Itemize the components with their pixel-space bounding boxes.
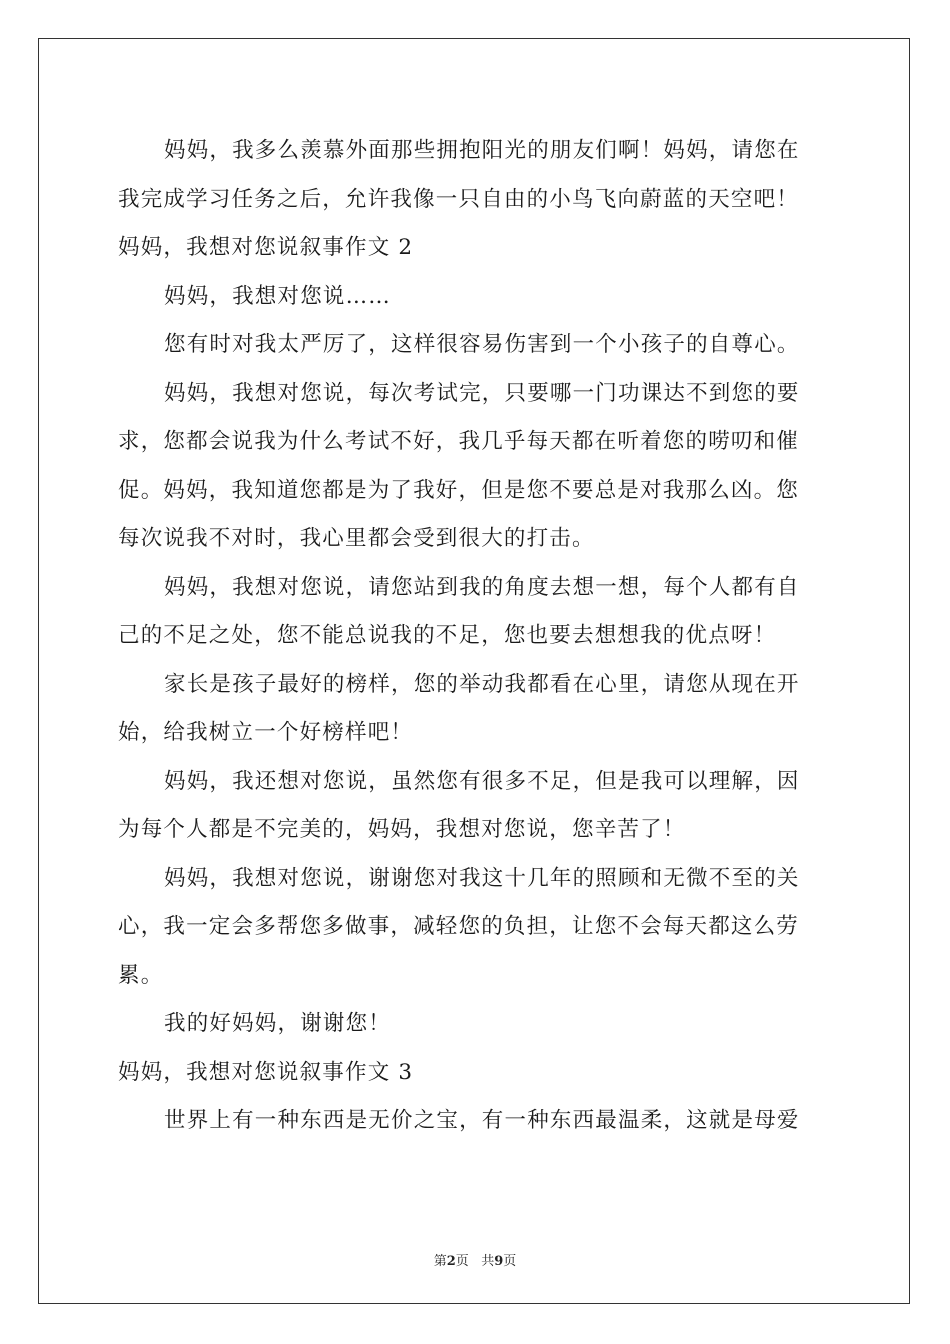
paragraph-line: 每次说我不对时，我心里都会受到很大的打击。	[118, 526, 595, 551]
paragraph-line: 妈妈，我想对您说……	[164, 283, 392, 309]
page-prefix: 第	[433, 1254, 447, 1269]
paragraph-line: 求，您都会说我为什么考试不好，我几乎每天都在听着您的唠叨和催	[118, 429, 800, 454]
paragraph-line: 促。妈妈，我知道您都是为了我好，但是您不要总是对我那么凶。您	[118, 477, 800, 503]
paragraph-line: 世界上有一种东西是无价之宝，有一种东西最温柔，这就是母爱	[164, 1108, 800, 1133]
paragraph-line: 妈妈，我想对您说，谢谢您对我这十几年的照顾和无微不至的关	[164, 865, 800, 891]
section-title: 妈妈，我想对您说叙事作文 3	[118, 1059, 414, 1085]
paragraph-line: 我完成学习任务之后，允许我像一只自由的小鸟飞向蔚蓝的天空吧！	[118, 186, 800, 212]
paragraph-line: 妈妈，我多么羡慕外面那些拥抱阳光的朋友们啊！妈妈，请您在	[164, 138, 800, 163]
paragraph-line: 累。	[118, 962, 164, 988]
total-prefix: 共	[481, 1254, 495, 1269]
paragraph-line: 妈妈，我想对您说，每次考试完，只要哪一门功课达不到您的要	[164, 380, 800, 406]
document-body	[118, 127, 834, 1146]
section-title: 妈妈，我想对您说叙事作文 2	[118, 235, 414, 260]
paragraph-line: 我的好妈妈，谢谢您！	[164, 1011, 392, 1036]
paragraph-line: 您有时对我太严厉了，这样很容易伤害到一个小孩子的自尊心。	[164, 332, 800, 357]
page-current: 2	[446, 1254, 456, 1269]
page-suffix: 页	[455, 1254, 469, 1269]
paragraph-line: 心，我一定会多帮您多做事，减轻您的负担，让您不会每天都这么劳	[118, 914, 800, 939]
paragraph-line: 己的不足之处，您不能总说我的不足，您也要去想想我的优点呀！	[118, 623, 777, 648]
paragraph-line: 妈妈，我还想对您说，虽然您有很多不足，但是我可以理解，因	[164, 768, 800, 794]
page-footer	[0, 1250, 950, 1269]
paragraph-line: 为每个人都是不完美的，妈妈，我想对您说，您辛苦了！	[118, 817, 686, 842]
page-total: 9	[494, 1254, 504, 1269]
total-suffix: 页	[503, 1254, 517, 1269]
paragraph-line: 妈妈，我想对您说，请您站到我的角度去想一想，每个人都有自	[164, 574, 800, 600]
paragraph-line: 家长是孩子最好的榜样，您的举动我都看在心里，请您从现在开	[164, 671, 800, 697]
paragraph-line: 始，给我树立一个好榜样吧！	[118, 720, 414, 745]
